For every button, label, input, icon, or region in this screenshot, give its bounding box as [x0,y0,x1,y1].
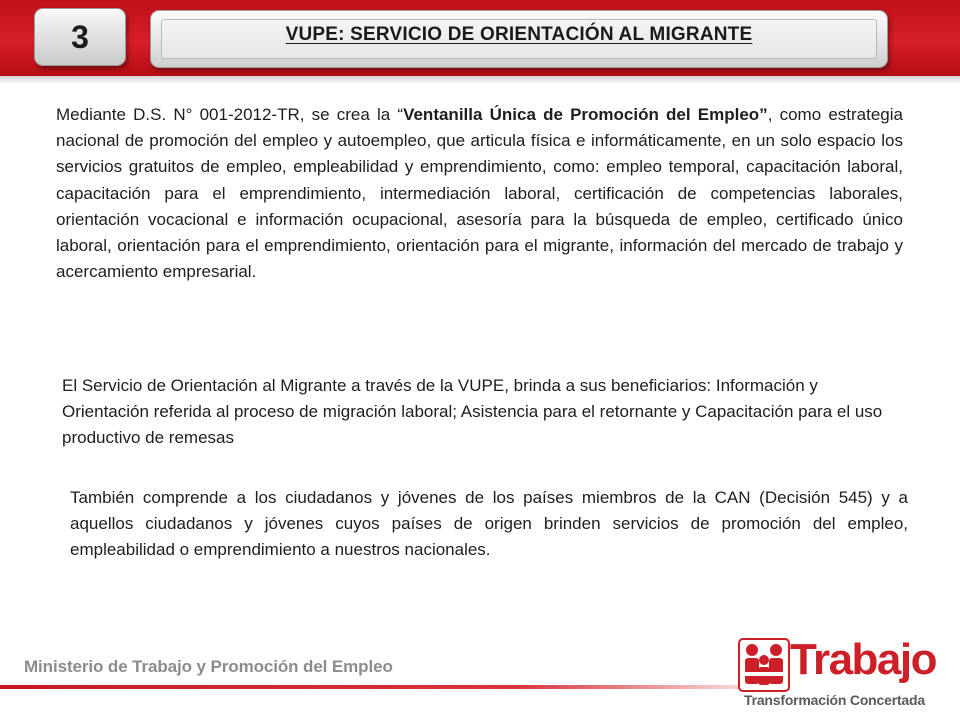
paragraph-1-rest: , como estrategia nacional de promoción del empleo y autoempleo, que articula física e informáticamente, en un solo espacio los servicios gratuitos de empleo, empleabilidad y emprendimiento, como: empleo temporal, capacitación laboral, capacitación para el emprendimiento, intermediación laboral, certificación de competencias laborales, orientación vocacional e información ocupacional, asesoría para la búsqueda de empleo, certificado único laboral, orientación para el emprendimiento, orientación para el migrante, información del mercado de trabajo y acercamiento empresarial. [56,105,903,282]
slide-number: 3 [71,18,89,55]
title-inner-frame [161,19,877,59]
paragraph-vupe-definition [56,102,903,285]
footer-divider [0,685,740,689]
paragraph-migrant-service: El Servicio de Orientación al Migrante a través de la VUPE, brinda a sus beneficiarios: Información y Orientación referida al proceso de migración laboral; Asistencia para el retornante y Capacitación para el uso productivo de remesas [62,376,883,448]
trabajo-logo [738,636,950,712]
header-band-shadow [0,76,960,84]
slide-number-badge [34,8,126,66]
paragraph-1-bold-name: Ventanilla Única de Promoción del Empleo” [403,105,768,124]
page-title: VUPE: SERVICIO DE ORIENTACIÓN AL MIGRANTE [285,24,753,45]
paragraph-can-coverage: También comprende a los ciudadanos y jóvenes de los países miembros de la CAN (Decisión 545) y a aquellos ciudadanos y jóvenes cuyos países de origen brinden servicios de promoción del empleo, empleabilidad o emprendimiento a nuestros nacionales. [70,488,908,560]
title-panel [150,10,888,68]
logo-tagline: Transformación Concertada [744,692,925,708]
paragraph-1-intro: Mediante D.S. N° 001-2012-TR, se crea la “ [56,105,404,124]
logo-wordmark: Trabajo [790,635,936,684]
people-family-icon [738,638,790,692]
ministry-name: Ministerio de Trabajo y Promoción del Empleo [24,657,393,676]
